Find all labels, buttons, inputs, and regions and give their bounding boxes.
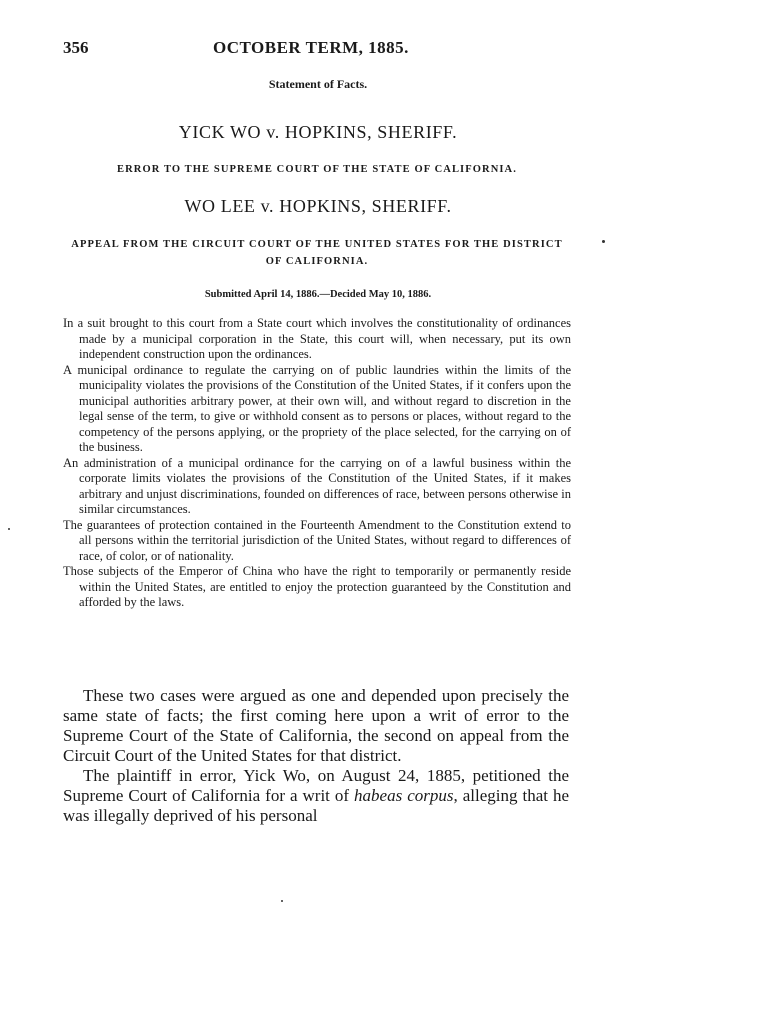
- headnote: An administration of a municipal ordinance for the carrying on of a lawful business within the corporate limits violates the provisions of the Constitution of the United States, if it makes arbitrary and unjust discriminations, founded on differences of race, between persons otherwise in similar circumstances.: [63, 455, 571, 516]
- case-title-wo-lee: WO LEE v. HOPKINS, SHERIFF.: [184, 196, 452, 216]
- statement-body: [63, 686, 569, 826]
- page-header: [63, 38, 571, 60]
- headnotes: [63, 316, 571, 611]
- headnote: A municipal ordinance to regulate the carrying on of public laundries within the limits of the municipality violates the provisions of the Constitution of the United States, if it confers upon the municipal authorities arbitrary power, at their own will, and without regard to discretion in the legal sense of the term, to give or withhold consent as to persons or places, without regard to the competency of the persons applying, or the propriety of the place selected, for the carrying on of the business.: [63, 362, 571, 454]
- running-head: OCTOBER TERM, 1885.: [213, 38, 409, 57]
- body-text-start: The plaintiff in error, Yick Wo, on August 24, 1885, petitioned the Supreme Court of California for a writ of: [63, 766, 569, 805]
- case-title-yick-wo: YICK WO v. HOPKINS, SHERIFF.: [178, 122, 458, 142]
- headnote: Those subjects of the Emperor of China who have the right to temporarily or permanently reside within the United States, are entitled to enjoy the protection guaranteed by the Constitution and afforded by the laws.: [63, 564, 571, 609]
- headnote: The guarantees of protection contained in the Fourteenth Amendment to the Constitution extend to all persons within the territorial jurisdiction of the United States, without regard to differences of race, of color, or of nationality.: [63, 517, 571, 563]
- case-subtitle-yick-wo: ERROR TO THE SUPREME COURT OF THE STATE OF CALIFORNIA.: [117, 164, 517, 175]
- body-text-italic: habeas corpus: [354, 786, 454, 805]
- page-number: 356: [63, 38, 89, 57]
- case-subtitle-wo-lee: APPEAL FROM THE CIRCUIT COURT OF THE UNITED STATES FOR THE DISTRICT OF CALIFORNIA.: [71, 239, 563, 267]
- body-paragraph: These two cases were argued as one and depended upon precisely the same state of facts; the first coming here upon a writ of error to the Supreme Court of the State of California, the second on appeal from the Circuit Court of the United States for that district.: [63, 686, 569, 765]
- body-text-end: , alleging that he was illegally deprived of his personal: [63, 786, 569, 825]
- print-speck: [8, 528, 10, 530]
- section-label: Statement of Facts.: [268, 77, 368, 91]
- decision-dates: Submitted April 14, 1886.—Decided May 10, 1886.: [204, 289, 432, 300]
- body-paragraph: [63, 766, 569, 826]
- print-speck: [281, 900, 283, 902]
- print-speck: [602, 240, 605, 243]
- headnote: In a suit brought to this court from a State court which involves the constitutionality of ordinances made by a municipal corporation in the State, this court will, when necessary, put its own independent construction upon the ordinances.: [63, 316, 571, 361]
